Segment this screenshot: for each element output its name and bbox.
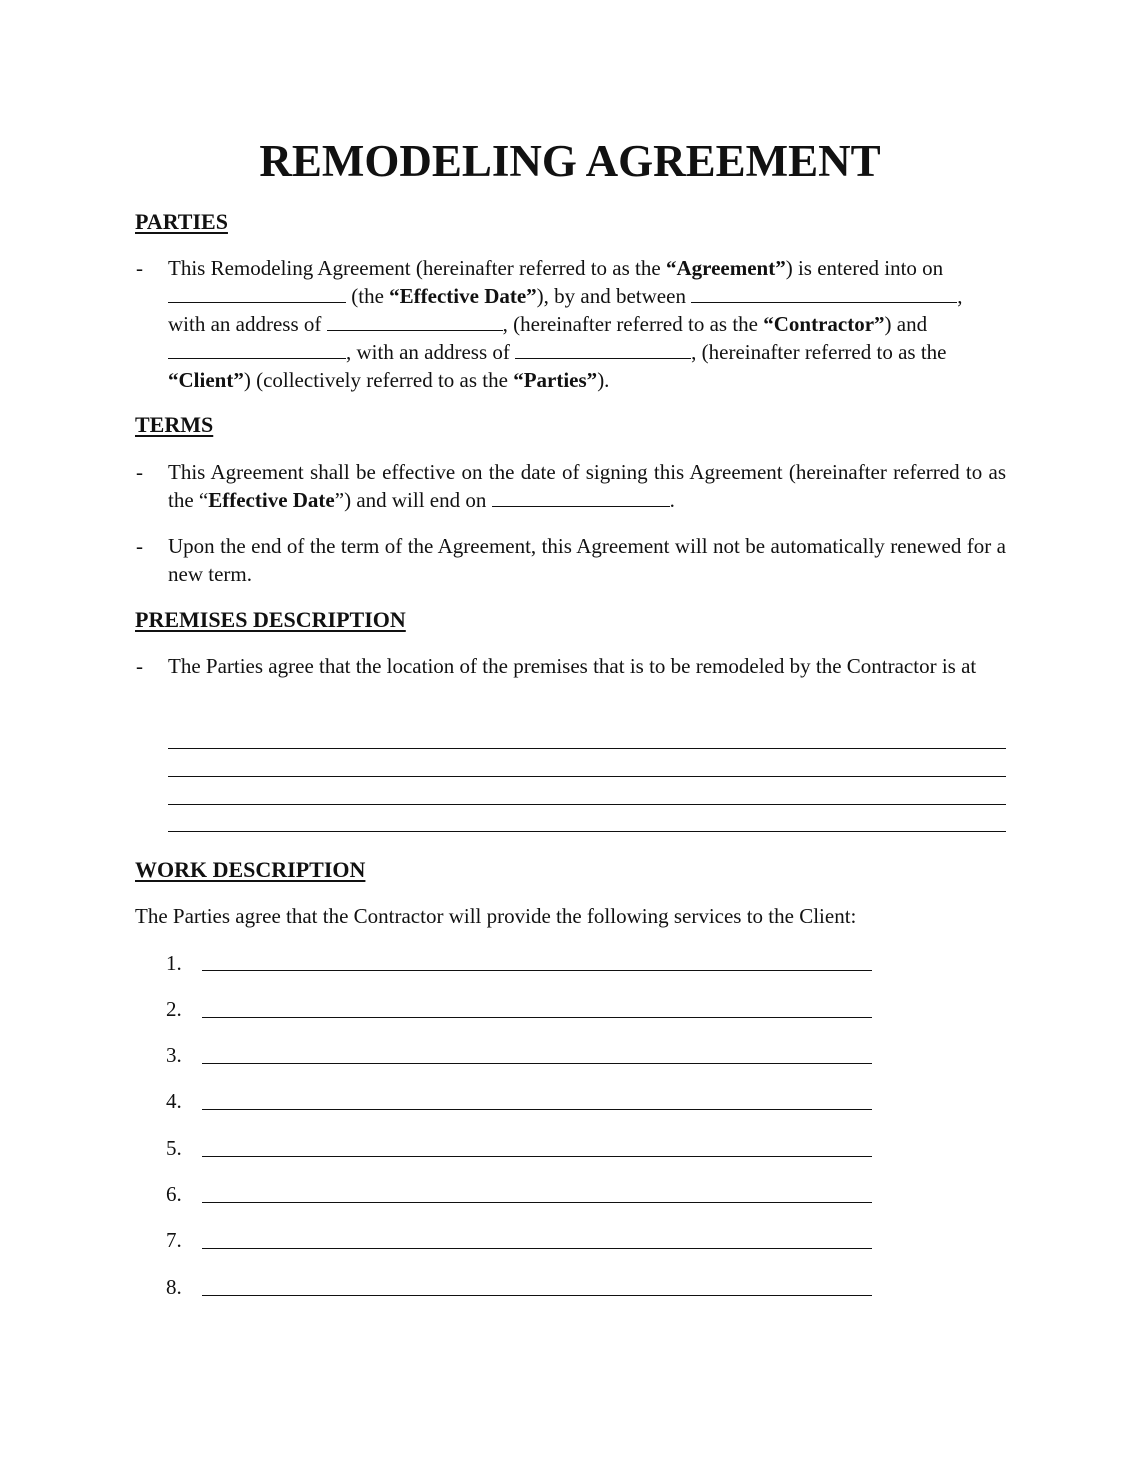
client-address-blank[interactable] <box>515 340 691 359</box>
parties-text-8: ) and <box>884 312 928 336</box>
parties-text-11: ) (collectively referred to as the <box>243 368 514 392</box>
work-item-line[interactable] <box>202 970 872 971</box>
parties-text-3: (the <box>346 284 390 308</box>
entry-date-blank[interactable] <box>168 284 346 303</box>
parties-text-2: ) is entered into on <box>785 256 944 280</box>
work-item-number: 3. <box>166 1043 182 1067</box>
work-item-line[interactable] <box>202 1063 872 1064</box>
effective-date-term: “Effective Date” <box>389 284 537 308</box>
parties-text-4: ), by and between <box>536 284 692 308</box>
client-name-blank[interactable] <box>168 340 346 359</box>
parties-text-1: This Remodeling Agreement (hereinafter referred to as the <box>168 256 666 280</box>
work-item-line[interactable] <box>202 1017 872 1018</box>
work-item-line[interactable] <box>202 1248 872 1249</box>
terms-text-3: . <box>669 488 675 512</box>
contractor-term: “Contractor” <box>763 312 885 336</box>
terms-bullet-2: - <box>136 534 143 558</box>
parties-heading: PARTIES <box>135 209 228 234</box>
work-item-number: 7. <box>166 1228 182 1252</box>
premises-heading: PREMISES DESCRIPTION <box>135 607 406 632</box>
work-item-number: 4. <box>166 1089 182 1113</box>
parties-text-10: , (hereinafter referred to as the <box>691 340 947 364</box>
terms-bullet-1: - <box>136 460 143 484</box>
work-item-number: 2. <box>166 997 182 1021</box>
client-term: “Client” <box>168 368 244 392</box>
premises-line-4[interactable] <box>168 831 1006 832</box>
parties-text-7: , (hereinafter referred to as the <box>502 312 764 336</box>
premises-bullet: - <box>136 654 143 678</box>
premises-line-3[interactable] <box>168 804 1006 805</box>
parties-term: “Parties” <box>513 368 598 392</box>
contractor-name-blank[interactable] <box>691 284 957 303</box>
end-date-blank[interactable] <box>492 488 670 507</box>
parties-text-5: , <box>957 284 963 308</box>
terms-heading: TERMS <box>135 412 214 437</box>
parties-bullet: - <box>136 256 143 280</box>
work-intro: The Parties agree that the Contractor will provide the following services to the Client: <box>135 904 857 928</box>
work-item-number: 5. <box>166 1136 182 1160</box>
parties-text-9: , with an address of <box>346 340 516 364</box>
terms-paragraph-1 <box>168 458 1006 514</box>
premises-line-2[interactable] <box>168 776 1006 777</box>
agreement-term: “Agreement” <box>665 256 786 280</box>
contractor-address-blank[interactable] <box>327 312 503 331</box>
terms-text-1: This Agreement shall be effective on the date of signing this Agreement (hereinafter referred to as the “ <box>168 460 1006 512</box>
work-item-line[interactable] <box>202 1109 872 1110</box>
parties-text-12: ). <box>597 368 610 392</box>
work-item-line[interactable] <box>202 1202 872 1203</box>
work-item-line[interactable] <box>202 1156 872 1157</box>
terms-effective-date-term: Effective Date <box>208 488 335 512</box>
parties-paragraph <box>168 254 1006 394</box>
work-item-line[interactable] <box>202 1295 872 1296</box>
work-item-number: 6. <box>166 1182 182 1206</box>
document-title: REMODELING AGREEMENT <box>259 136 881 186</box>
terms-text-2: ”) and will end on <box>334 488 492 512</box>
work-item-number: 8. <box>166 1275 182 1299</box>
premises-paragraph: The Parties agree that the location of the premises that is to be remodeled by the Contractor is at <box>168 654 977 678</box>
work-item-number: 1. <box>166 951 182 975</box>
work-heading: WORK DESCRIPTION <box>135 857 366 882</box>
terms-paragraph-2: Upon the end of the term of the Agreement, this Agreement will not be automatically renewed for a new term. <box>168 534 1006 586</box>
parties-text-6: with an address of <box>168 312 327 336</box>
premises-line-1[interactable] <box>168 748 1006 749</box>
